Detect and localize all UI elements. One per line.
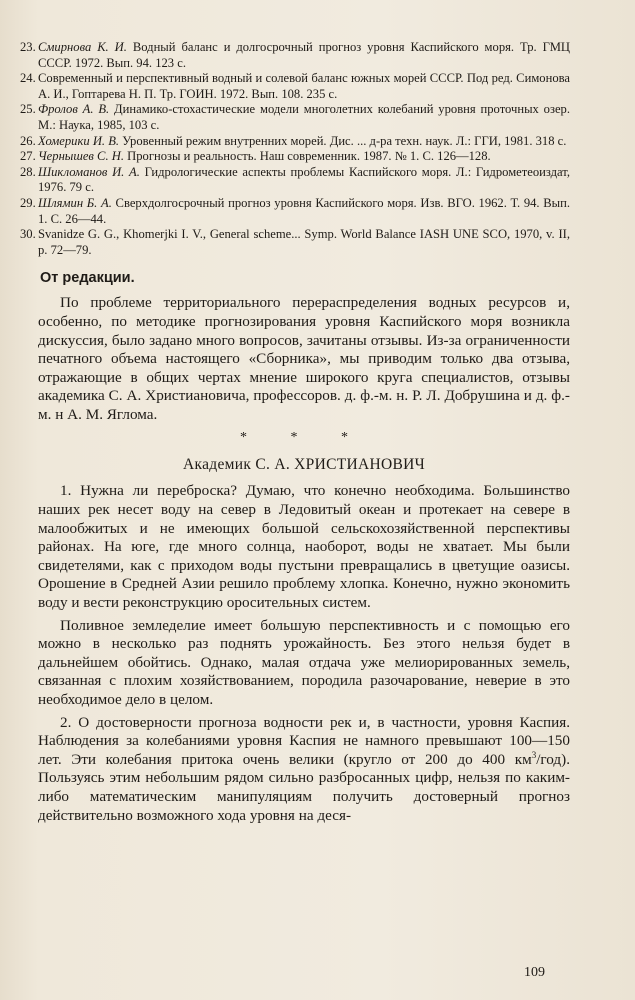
reference-item: 23. Смирнова К. И. Водный баланс и долгосрочный прогноз уровня Каспийского моря. Тр. ГМЦ СССР. 1972. Вып. 94. 123 с. — [20, 40, 570, 70]
reference-text: Гидрологические аспекты проблемы Каспийского моря. Л.: Гидрометеоиздат, 1976. 79 с. — [38, 164, 571, 195]
section-separator: * * * — [240, 430, 368, 446]
editorial-heading: От редакции. — [40, 270, 135, 287]
reference-text: Динамико-стохастические модели многолетних колебаний уровня проточных озер. М.: Наука, 1985, 103 с. — [38, 102, 570, 132]
paragraph-3-text-b: /год). Пользуясь этим небольшим рядом сильно разбросанных цифр, нельзя по каким-либо математическим манипуляциям получить достоверный прогноз действительно возможного хода уровня на деся- — [38, 750, 570, 824]
reference-text: Водный баланс и долгосрочный прогноз уровня Каспийского моря. Тр. ГМЦ СССР. 1972. Вып. 94. 123 с. — [38, 40, 570, 70]
references-list — [20, 40, 571, 258]
reference-text: Прогнозы и реальность. Наш современник. 1987. № 1. С. 126—128. — [124, 149, 491, 164]
reference-author: Чернышев С. Н. — [38, 149, 124, 164]
page-number: 109 — [524, 965, 545, 980]
reference-author: Смирнова К. И. — [38, 40, 127, 54]
reference-text: Современный и перспективный водный и солевой баланс южных морей СССР. Под ред. Симонова А. И., Гоптарева Н. П. Тр. ГОИН. 1972. Вып. 108. 235 с. — [38, 71, 570, 101]
cubic-superscript: 3 — [531, 749, 537, 760]
reference-item: 27. Чернышев С. Н. Прогнозы и реальность. Наш современник. 1987. № 1. С. 126—128. — [20, 149, 491, 164]
reference-item: 25. Фролов А. В. Динамико-стохастические модели многолетних колебаний уровня проточных озер. М.: Наука, 1985, 103 с. — [20, 102, 570, 132]
section-paragraph-1: 1. Нужна ли переброска? Думаю, что конечно необходима. Большинство наших рек несет воду на север в Ледовитый океан и протекает на севере в малообжитых и не имеющих большой сельскохозяйственной перспективы районах. На юге, где много солнца, наоборот, воды не хватает. Мы были свидетелями, как с приходом воды пустыни превращались в цветущие оазисы. Орошение в Средней Азии решило проблему хлопка. Конечно, нужно экономить воду и вести реконструкцию оросительных систем. — [38, 482, 570, 612]
section-paragraph-3 — [38, 714, 570, 826]
reference-item: 30. Svanidze G. G., Khomerjki I. V., General scheme... Symp. World Balance IASH UNE SCO, 1970, v. II, p. 72—79. — [20, 227, 570, 257]
reference-author: Фролов А. В. — [38, 102, 110, 117]
editorial-paragraph: По проблеме территориального перераспределения водных ресурсов и, особенно, по методике прогнозирования уровня Каспийского моря возникла дискуссия, было задано много вопросов, зачитаны отзывы. Из-за ограниченности печатного объема настоящего «Сборника», мы приводим только два отзыва, отражающие в общих чертах мнение широкого круга специалистов, отзывы академика С. А. Христиановича, профессоров. д. ф.-м. н. Р. Л. Добрушина и д. ф.-м. н А. М. Яглома. — [38, 294, 570, 423]
reference-item: 29. Шлямин Б. А. Сверхдолгосрочный прогноз уровня Каспийского моря. Изв. ВГО. 1962. Т. 94. Вып. 1. С. 26—44. — [20, 195, 570, 226]
reference-text: Svanidze G. G., Khomerjki I. V., General scheme... Symp. World Balance IASH UNE SCO, 1970, v. II, p. 72—79. — [38, 227, 570, 257]
reference-author: Шикломанов И. А. — [38, 164, 140, 179]
reference-author: Хомерики И. В. — [38, 133, 120, 148]
section-paragraph-2: Поливное земледелие имеет большую перспективность и с помощью его можно в несколько раз поднять урожайность. Без этого нельзя будет в дальнейшем обойтись. Однако, малая отдача уже мелиорированных земель, связанная с плохим хозяйствованием, породила разочарование, неверие в это необходимое дело в целом. — [38, 616, 570, 708]
reference-item: 26. Хомерики И. В. Уровенный режим внутренних морей. Дис. ... д-ра техн. наук. Л.: ГГИ, 1981. 318 с. — [20, 133, 567, 148]
reference-item: 28. Шикломанов И. А. Гидрологические аспекты проблемы Каспийского моря. Л.: Гидрометеоиздат, 1976. 79 с. — [20, 164, 571, 195]
reference-text: Уровенный режим внутренних морей. Дис. ... д-ра техн. наук. Л.: ГГИ, 1981. 318 с. — [119, 133, 567, 148]
section-title: Академик С. А. ХРИСТИАНОВИЧ — [183, 456, 425, 474]
reference-text: Сверхдолгосрочный прогноз уровня Каспийского моря. Изв. ВГО. 1962. Т. 94. Вып. 1. С. 26—44. — [38, 195, 570, 226]
reference-item: 24. Современный и перспективный водный и солевой баланс южных морей СССР. Под ред. Симонова А. И., Гоптарева Н. П. Тр. ГОИН. 1972. Вып. 108. 235 с. — [20, 71, 570, 101]
page-content — [20, 40, 571, 825]
reference-author: Шлямин Б. А. — [38, 195, 112, 210]
paragraph-3-text-a: 2. О достоверности прогноза водности рек и, в частности, уровня Каспия. Наблюдения за колебаниями уровня Каспия не намного превышают 100—150 лет. Эти колебания притока очень велики (кругло от 200 до 400 км — [38, 713, 570, 768]
